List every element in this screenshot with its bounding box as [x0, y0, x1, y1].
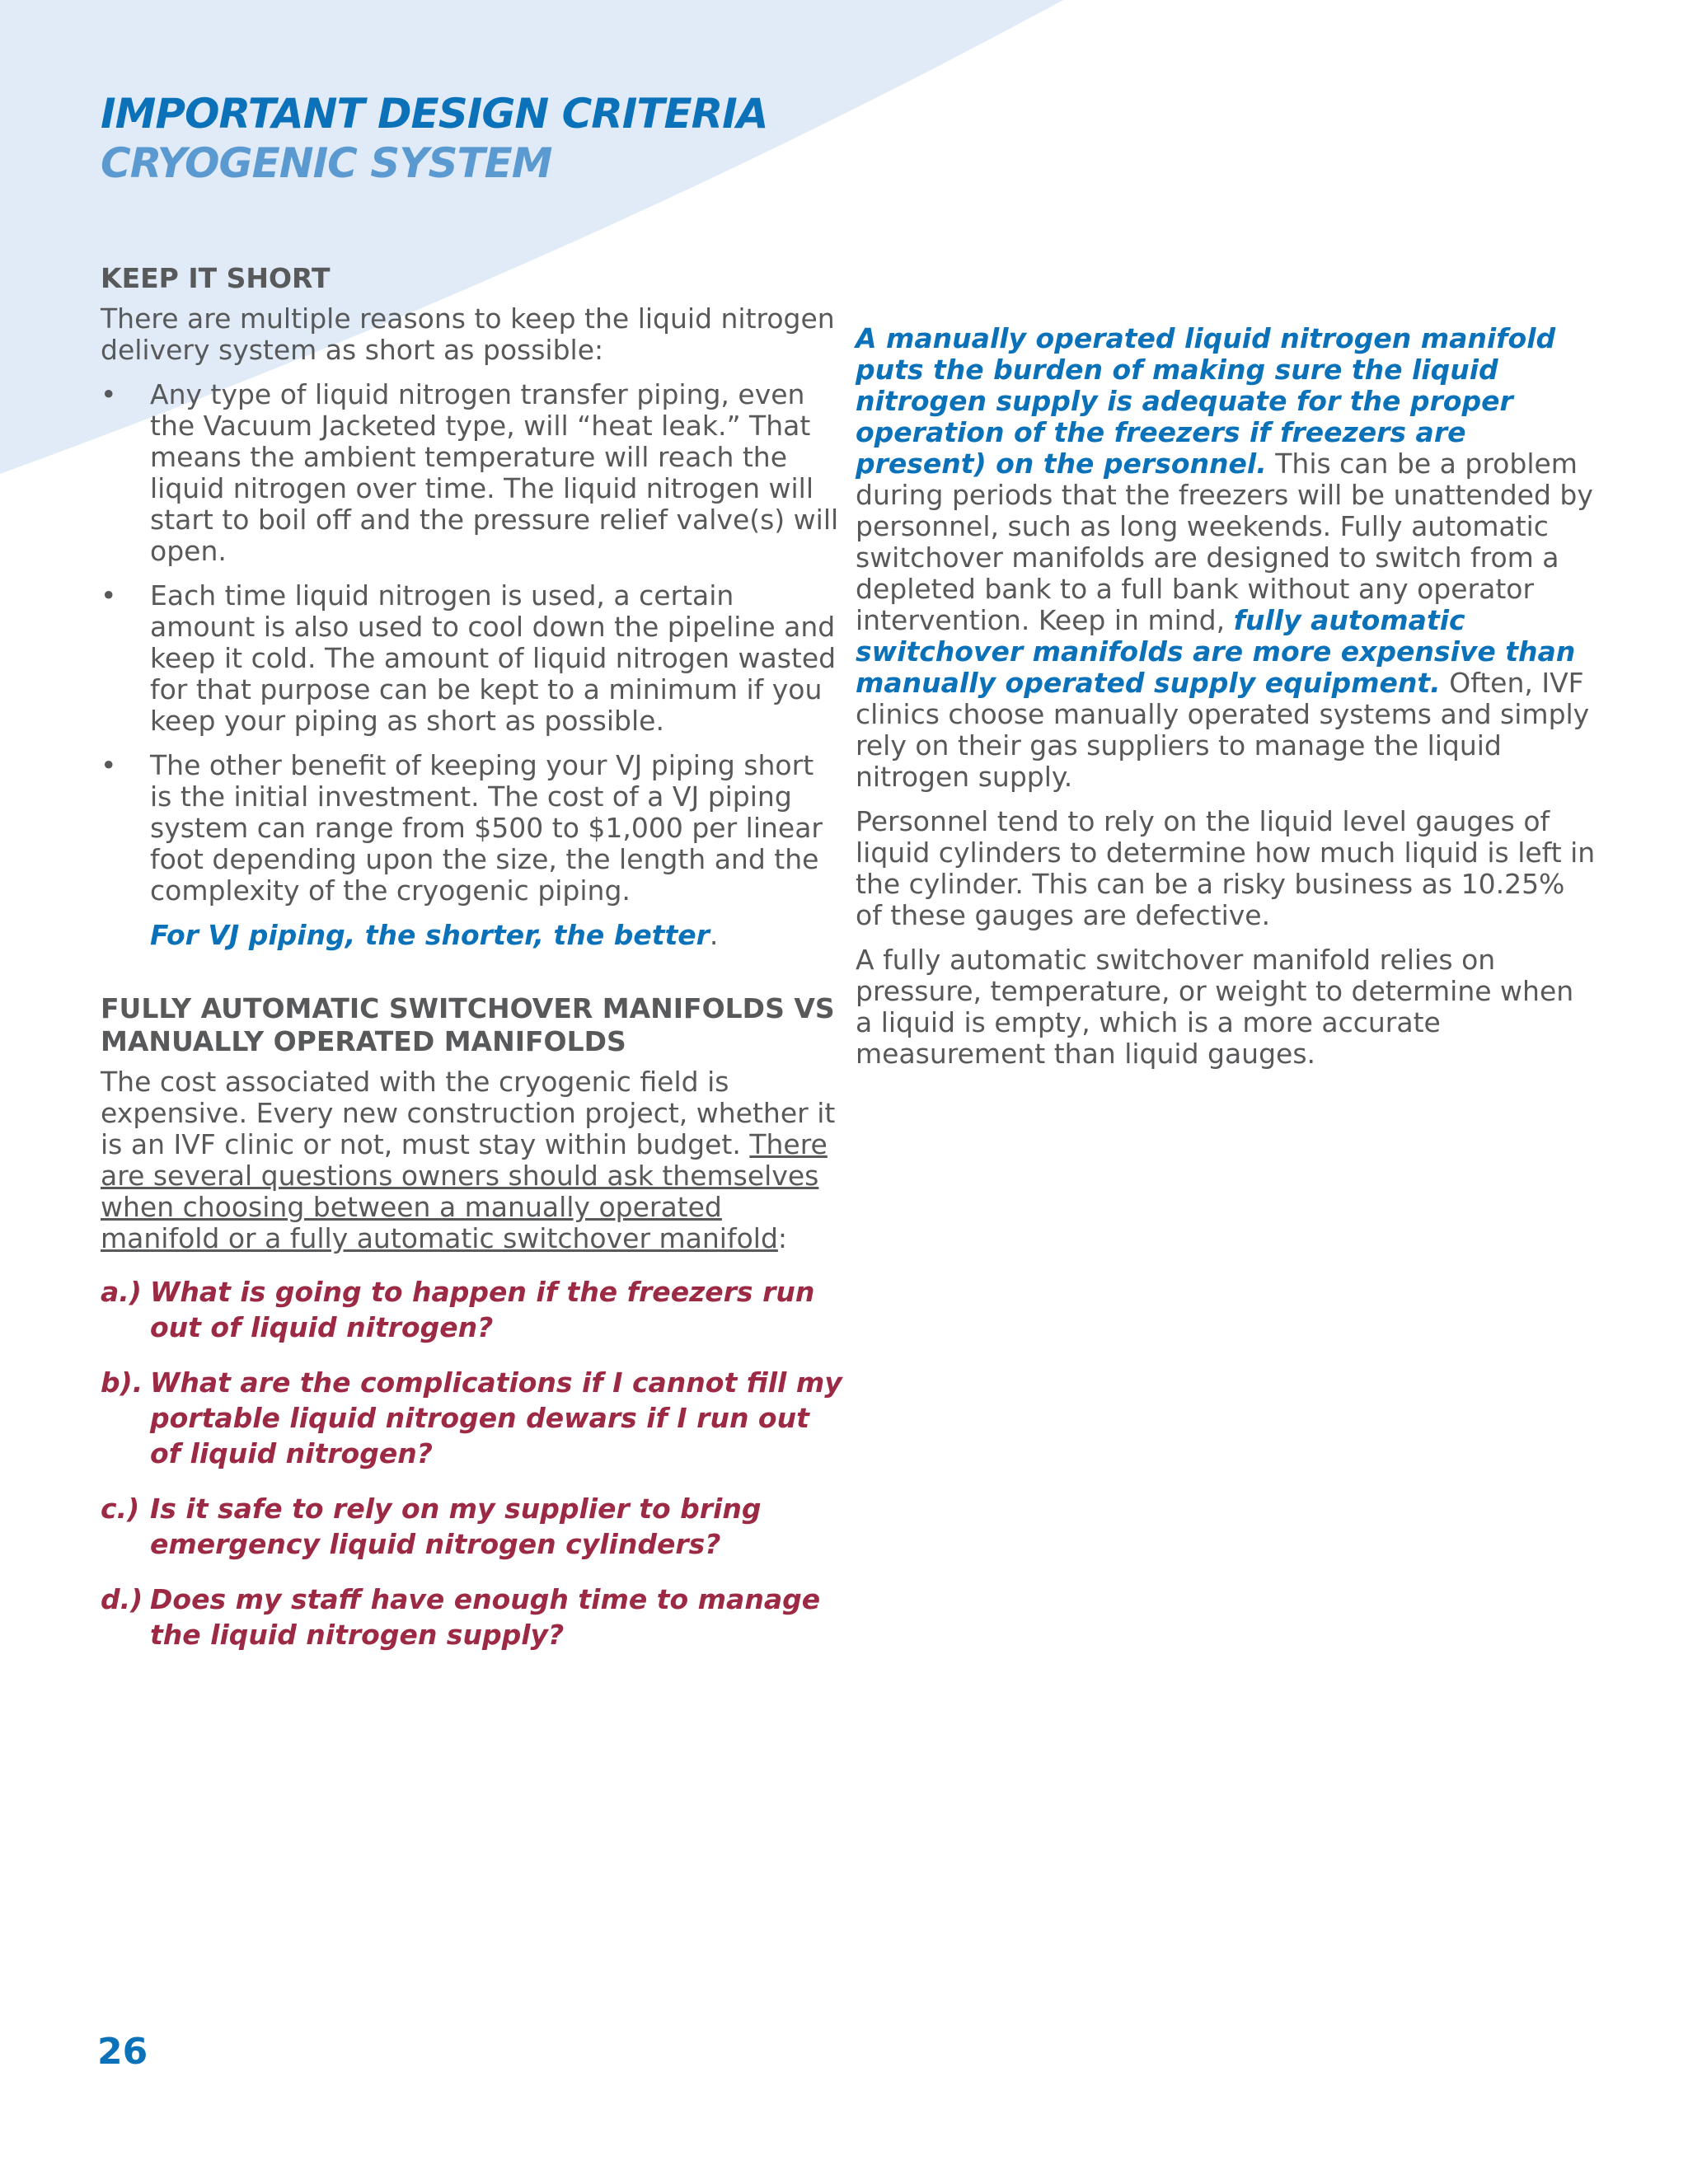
list-item [101, 750, 842, 907]
question-item [101, 1491, 842, 1562]
question-item [101, 1582, 842, 1652]
page-number: 26 [97, 2031, 148, 2073]
question-list [101, 1274, 842, 1652]
list-item-text: Each time liquid nitrogen is used, a certain amount is also used to cool down the pipeline and keep it cold. The amount of liquid nitrogen wasted for that purpose can be kept to a minimum if you keep your piping as short as possible. [150, 579, 837, 737]
right-column [856, 323, 1597, 1083]
question-marker: c.) [101, 1493, 140, 1525]
question-text: Is it safe to rely on my supplier to bring emergency liquid nitrogen cylinders? [150, 1493, 762, 1560]
bullet-marker: • [101, 378, 117, 410]
manual-manifold-emphasis: A manually operated liquid nitrogen manifold puts the burden of making sure the liquid nitrogen supply is adequate for the proper operation of the freezers if freezers are present) on the personnel. [856, 322, 1556, 480]
question-text: What is going to happen if the freezers run out of liquid nitrogen? [150, 1276, 815, 1343]
manual-manifold-text-end: Often, IVF clinics choose manually operated systems and simply rely on their gas suppliers to manage the liquid nitrogen supply. [856, 667, 1590, 793]
bullet-marker: • [101, 579, 117, 612]
tagline-emphasis: For VJ piping, the shorter, the better [150, 919, 710, 951]
question-marker: d.) [101, 1583, 143, 1615]
gauges-paragraph: Personnel tend to rely on the liquid level gauges of liquid cylinders to determine how much liquid is left in the cylinder. This can be a risky business as 10.25% of these gauges are defective. [856, 805, 1596, 931]
page-subtitle: CRYOGENIC SYSTEM [101, 139, 552, 187]
question-item [101, 1365, 842, 1471]
cost-paragraph-underlined: There are several questions owners should ask themselves when choosing between a manually operated manifold or a fully automatic switchover manifold [101, 1128, 828, 1254]
automatic-manifold-paragraph: A fully automatic switchover manifold relies on pressure, temperature, or weight to determine when a liquid is empty, which is a more accurate measurement than liquid gauges. [856, 944, 1574, 1070]
question-marker: a.) [101, 1276, 142, 1308]
cost-paragraph-end: : [777, 1222, 788, 1254]
list-item [101, 580, 842, 737]
page-header [101, 89, 767, 188]
bullet-list [101, 379, 842, 907]
section-heading-manifolds: FULLY AUTOMATIC SWITCHOVER MANIFOLDS VS MANUALLY OPERATED MANIFOLDS [101, 992, 835, 1057]
question-text: What are the complications if I cannot fill my portable liquid nitrogen dewars if I run out of liquid nitrogen? [150, 1366, 842, 1469]
list-item [101, 379, 842, 567]
left-column [101, 262, 842, 1672]
tagline [101, 920, 842, 951]
cost-paragraph-start: The cost associated with the cryogenic field is expensive. Every new construction project, whether it is an IVF clinic or not, must stay within budget. [101, 1066, 836, 1160]
list-item-text: Any type of liquid nitrogen transfer piping, even the Vacuum Jacketed type, will “heat leak.” That means the ambient temperature will reach the liquid nitrogen over time. The liquid nitrogen will start to boil off and the pressure relief valve(s) will open. [150, 378, 839, 567]
section-heading-keep-it-short: KEEP IT SHORT [101, 262, 331, 294]
cost-emphasis: fully automatic switchover manifolds are more expensive than manually operated supply equipment. [856, 604, 1576, 699]
question-text: Does my staff have enough time to manage the liquid nitrogen supply? [150, 1583, 821, 1651]
list-item-text: The other benefit of keeping your VJ piping short is the initial investment. The cost of a VJ piping system can range from $500 to $1,000 per linear foot depending upon the size, the length and the complexity of the cryogenic piping. [150, 749, 823, 907]
tagline-period: . [709, 919, 719, 951]
manual-manifold-text: This can be a problem during periods that the freezers will be unattended by personnel, such as long weekends. Fully automatic switchover manifolds are designed to switch from a depleted bank to a full bank without any operator intervention. Keep in mind, [856, 448, 1593, 636]
manual-manifold-paragraph [856, 323, 1597, 793]
page-title: IMPORTANT DESIGN CRITERIA [101, 90, 768, 138]
cost-paragraph [101, 1066, 842, 1254]
bullet-marker: • [101, 749, 117, 781]
question-item [101, 1274, 842, 1345]
question-marker: b). [101, 1366, 143, 1399]
intro-paragraph: There are multiple reasons to keep the liquid nitrogen delivery system as short as possible: [101, 302, 835, 366]
